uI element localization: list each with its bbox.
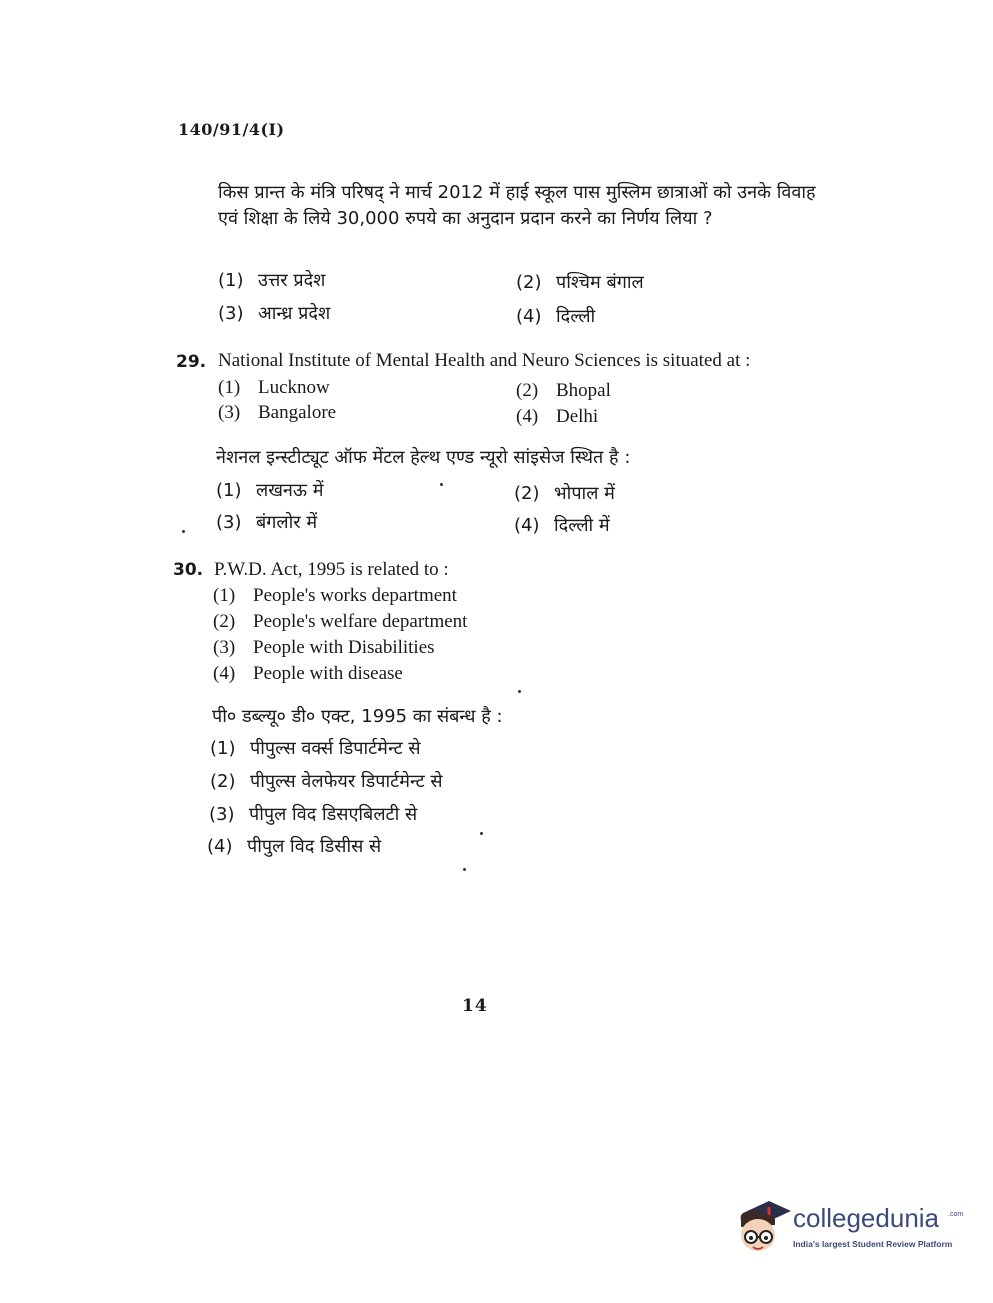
scan-speck: [480, 832, 483, 835]
scan-speck: [463, 868, 466, 871]
scan-speck: [182, 530, 185, 533]
q30-hindi-option-3: (3) पीपुल विद डिसएबिलटी से: [209, 804, 418, 825]
logo-suffix: .com: [948, 1211, 964, 1218]
q29-hindi-option-2: (2) भोपाल में: [514, 483, 615, 504]
q30-hindi-option-4: (4) पीपुल विद डिसीस से: [207, 836, 382, 857]
q30-text: P.W.D. Act, 1995 is related to :: [214, 559, 449, 580]
q29-hindi-option-4: (4) दिल्ली में: [514, 515, 610, 536]
q29-hindi-option-1: (1) लखनऊ में: [216, 480, 324, 501]
q29-option-4: (4) Delhi: [516, 406, 599, 427]
q29-number: 29.: [176, 352, 207, 372]
logo-tagline: India's largest Student Review Platform: [793, 1239, 953, 1249]
q29-option-1: (1) Lucknow: [218, 377, 330, 398]
paper-code: 140/91/4(I): [178, 120, 285, 139]
q30-option-4: (4) People with disease: [213, 663, 403, 684]
q30-hindi-option-1: (1) पीपुल्स वर्क्स डिपार्टमेन्ट से: [210, 738, 421, 759]
q30-hindi-text: पी० डब्ल्यू० डी० एक्ट, 1995 का संबन्ध है :: [212, 706, 503, 727]
q28-option-3: (3) आन्ध्र प्रदेश: [218, 303, 331, 324]
q30-option-1: (1) People's works department: [213, 585, 457, 606]
q30-option-3: (3) People with Disabilities: [213, 637, 435, 658]
q30-option-2: (2) People's welfare department: [213, 611, 468, 632]
scan-speck: [440, 483, 443, 486]
logo-wordmark: collegedunia: [793, 1203, 940, 1233]
q29-text: National Institute of Mental Health and Neuro Sciences is situated at :: [218, 350, 751, 371]
collegedunia-logo: [735, 1195, 965, 1265]
q29-option-2: (2) Bhopal: [516, 380, 611, 401]
q29-option-3: (3) Bangalore: [218, 402, 337, 423]
q28-option-4: (4) दिल्ली: [516, 306, 596, 327]
q28-option-2: (2) पश्चिम बंगाल: [516, 272, 644, 293]
q30-hindi-option-2: (2) पीपुल्स वेलफेयर डिपार्टमेन्ट से: [210, 771, 443, 792]
mascot-icon: [735, 1195, 791, 1257]
page-number: 14: [462, 996, 488, 1016]
q28-hindi-text: किस प्रान्त के मंत्रि परिषद् ने मार्च 2012 में हाई स्कूल पास मुस्लिम छात्राओं को उनके विवाह एवं शिक्षा के लिये 30,000 रुपये का अनुदान प्रदान करने का निर्णय लिया ?: [218, 182, 816, 229]
scan-speck: [518, 690, 521, 693]
q29-hindi-option-3: (3) बंगलोर में: [216, 512, 318, 533]
q28-option-1: (1) उत्तर प्रदेश: [218, 270, 326, 291]
q30-number: 30.: [173, 560, 204, 580]
q29-hindi-text: नेशनल इन्स्टीट्यूट ऑफ मेंटल हेल्थ एण्ड न्यूरो सांइसेज स्थित है :: [216, 447, 631, 468]
